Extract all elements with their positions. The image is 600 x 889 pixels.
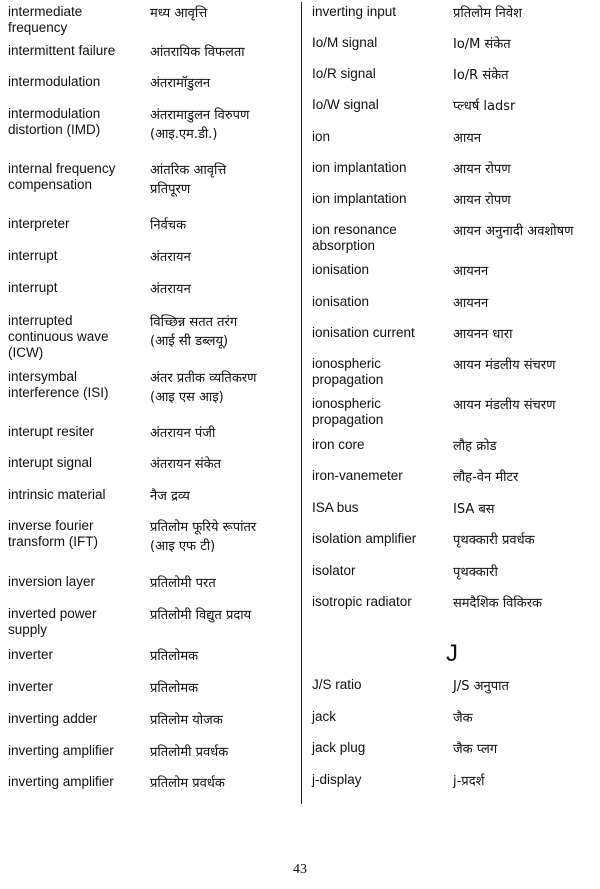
english-term: intermodulation xyxy=(8,74,101,89)
english-term: interpreter xyxy=(8,216,70,231)
english-term: intersymbal interference (ISI) xyxy=(8,369,109,400)
hindi-translation: आयन रोपण xyxy=(453,193,511,208)
hindi-translation: प्ल्धर्ष ladsr xyxy=(453,99,516,114)
english-term: Io/R signal xyxy=(312,66,376,81)
hindi-translation: आयनन धारा xyxy=(453,327,513,342)
hindi-translation: आयन रोपण xyxy=(453,162,511,177)
english-term: inverted power supply xyxy=(8,606,97,637)
hindi-translation: आयन xyxy=(453,131,482,146)
english-term: Io/W signal xyxy=(312,97,379,112)
hindi-translation: प्रतिलोमी विद्युत प्रदाय xyxy=(150,608,252,623)
english-term: ionisation xyxy=(312,294,370,309)
english-term: jack plug xyxy=(312,740,366,755)
english-term: intermittent failure xyxy=(8,43,116,58)
english-term: interrupt xyxy=(8,280,58,295)
hindi-translation: मध्य आवृत्ति xyxy=(150,6,208,21)
hindi-translation: समदैशिक विकिरक xyxy=(453,596,543,611)
hindi-translation: नैज द्रव्य xyxy=(150,489,190,504)
hindi-translation: निर्वचक xyxy=(150,218,187,233)
english-term: inversion layer xyxy=(8,574,96,589)
english-term: ionisation xyxy=(312,262,370,277)
english-term: ion implantation xyxy=(312,160,407,175)
hindi-translation: प्रतिलोमी प्रवर्धक xyxy=(150,745,229,760)
english-term: interupt resiter xyxy=(8,424,95,439)
english-term: isolator xyxy=(312,563,356,578)
english-term: ion implantation xyxy=(312,191,407,206)
hindi-translation: पृथक्कारी प्रवर्धक xyxy=(453,533,535,548)
hindi-translation: प्रतिलोम फूरिये रूपांतर (आइ एफ टी) xyxy=(150,520,257,554)
hindi-translation: Io/R संकेत xyxy=(453,68,509,83)
english-term: inverse fourier transform (IFT) xyxy=(8,518,98,549)
section-letter: J xyxy=(446,640,458,667)
hindi-translation: अंतरायन संकेत xyxy=(150,457,222,472)
english-term: isolation amplifier xyxy=(312,531,417,546)
hindi-translation: आयनन xyxy=(453,296,489,311)
english-term: interrupted continuous wave (ICW) xyxy=(8,313,109,360)
hindi-translation: अंतरायन xyxy=(150,282,191,297)
english-term: J/S ratio xyxy=(312,677,362,692)
english-term: intermediate frequency xyxy=(8,4,83,35)
english-term: ionospheric propagation xyxy=(312,396,384,427)
hindi-translation: J/S अनुपात xyxy=(453,679,509,694)
hindi-translation: प्रतिलोमी परत xyxy=(150,576,216,591)
hindi-translation: अंतरामॉडुलन xyxy=(150,76,211,91)
english-term: ion xyxy=(312,129,331,144)
english-term: intermodulation distortion (IMD) xyxy=(8,106,101,137)
english-term: inverter xyxy=(8,679,54,694)
hindi-translation: प्रतिलोम निवेश xyxy=(453,6,522,21)
hindi-translation: ISA बस xyxy=(453,502,495,517)
english-term: inverting amplifier xyxy=(8,774,114,789)
english-term: jack xyxy=(312,709,337,724)
hindi-translation: अंतरामाडुलन विरुपण (आइ.एम.डी.) xyxy=(150,108,250,142)
hindi-translation: प्रतिलोम प्रवर्धक xyxy=(150,776,225,791)
english-term: isotropic radiator xyxy=(312,594,412,609)
english-term: iron-vanemeter xyxy=(312,468,403,483)
page-number: 43 xyxy=(293,862,307,877)
english-term: inverter xyxy=(8,647,54,662)
hindi-translation: प्रतिलोमक xyxy=(150,681,199,696)
hindi-translation: अंतरायन xyxy=(150,250,191,265)
hindi-translation: जैक xyxy=(453,711,473,726)
hindi-translation: अंतर प्रतीक व्यतिकरण (आइ एस आइ) xyxy=(150,371,257,405)
hindi-translation: आंतरायिक विफलता xyxy=(150,45,245,60)
english-term: inverting input xyxy=(312,4,397,19)
hindi-translation: आंतरिक आवृत्ति प्रतिपूरण xyxy=(150,163,227,197)
english-term: interupt signal xyxy=(8,455,93,470)
hindi-translation: प्रतिलोम योजक xyxy=(150,713,223,728)
english-term: ionospheric propagation xyxy=(312,356,384,387)
english-term: j-display xyxy=(312,772,362,787)
english-term: Io/M signal xyxy=(312,35,378,50)
english-term: internal frequency compensation xyxy=(8,161,116,192)
english-term: ion resonance absorption xyxy=(312,222,397,253)
hindi-translation: आयन अनुनादी अवशोषण xyxy=(453,224,574,239)
english-term: inverting amplifier xyxy=(8,743,114,758)
english-term: interrupt xyxy=(8,248,58,263)
english-term: iron core xyxy=(312,437,365,452)
hindi-translation: पृथक्कारी xyxy=(453,565,498,580)
hindi-translation: जैक प्लग xyxy=(453,742,498,757)
hindi-translation: विच्छिन्न सतत तरंग (आई सी डब्लयू) xyxy=(150,315,238,349)
hindi-translation: j-प्रदर्श xyxy=(453,774,485,789)
hindi-translation: Io/M संकेत xyxy=(453,37,511,52)
hindi-translation: आयन मंडलीय संचरण xyxy=(453,358,556,373)
hindi-translation: प्रतिलोमक xyxy=(150,649,199,664)
hindi-translation: आयनन xyxy=(453,264,489,279)
hindi-translation: लौह-वेन मीटर xyxy=(453,470,519,485)
english-term: ISA bus xyxy=(312,500,359,515)
english-term: intrinsic material xyxy=(8,487,106,502)
hindi-translation: अंतरायन पंजी xyxy=(150,426,216,441)
english-term: inverting adder xyxy=(8,711,98,726)
hindi-translation: लौह क्रोड xyxy=(453,439,497,454)
column-divider xyxy=(301,2,302,804)
english-term: ionisation current xyxy=(312,325,415,340)
hindi-translation: आयन मंडलीय संचरण xyxy=(453,398,556,413)
